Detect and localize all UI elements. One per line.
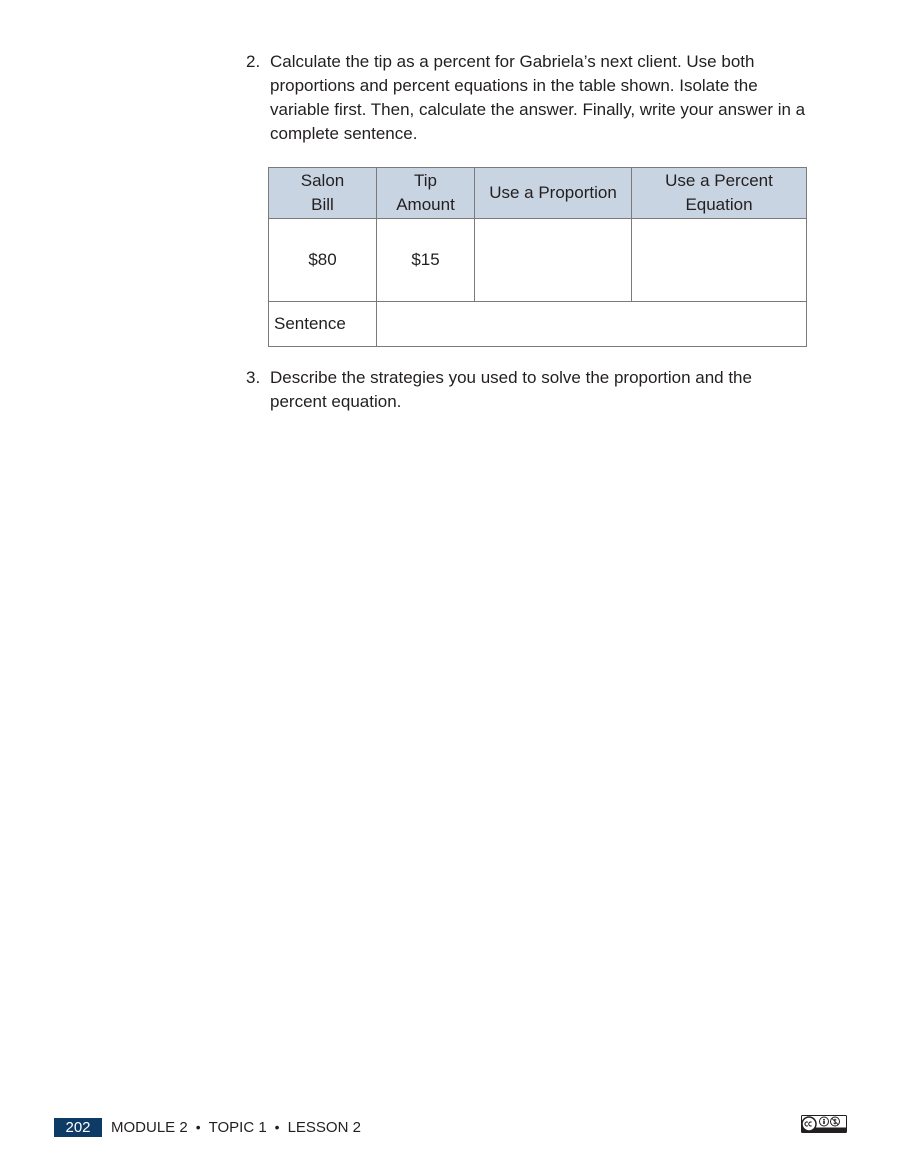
work-table — [268, 167, 807, 347]
footer-topic: TOPIC 1 — [208, 1118, 267, 1136]
footer-module: MODULE 2 — [111, 1118, 188, 1136]
sentence-label: Sentence — [269, 301, 377, 346]
table-sentence-row — [269, 301, 807, 346]
cell-use-percent-equation[interactable] — [632, 219, 807, 301]
cell-tip-amount: $15 — [377, 219, 475, 301]
question-3-text: Describe the strategies you used to solve the proportion and the percent equation. — [270, 368, 752, 411]
header-use-proportion-text: Use a Proportion — [489, 183, 617, 203]
cell-salon-bill: $80 — [269, 219, 377, 301]
sentence-answer-cell[interactable] — [377, 301, 807, 346]
table-row — [269, 219, 807, 301]
footer-separator-2: • — [274, 1119, 280, 1135]
page-footer — [54, 1117, 361, 1137]
creative-commons-by-nc-icon — [801, 1115, 847, 1133]
header-use-percent-equation — [632, 168, 807, 219]
header-use-percent-line2: Equation — [685, 195, 753, 215]
question-2-text: Calculate the tip as a percent for Gabriela’s next client. Use both proportions and percent equations in the table shown. Isolate the variable first. Then, calculate the answer. Finally, write your answer in a complete sentence. — [270, 52, 806, 143]
question-3 — [246, 366, 806, 414]
page-number: 202 — [54, 1118, 102, 1137]
question-2-number: 2. — [246, 52, 261, 71]
header-tip-amount-line1: Tip — [414, 171, 437, 191]
header-use-percent-line1: Use a Percent — [665, 171, 773, 191]
table-header-row — [269, 168, 807, 219]
footer-separator-1: • — [195, 1119, 201, 1135]
question-2 — [246, 50, 806, 146]
footer-lesson: LESSON 2 — [287, 1118, 361, 1136]
header-salon-bill-line1: Salon — [300, 171, 345, 191]
header-salon-bill — [269, 168, 377, 219]
header-use-proportion — [475, 168, 632, 219]
question-3-number: 3. — [246, 368, 261, 387]
header-tip-amount-line2: Amount — [396, 195, 455, 215]
header-salon-bill-line2: Bill — [311, 195, 334, 215]
cell-use-proportion[interactable] — [475, 219, 632, 301]
header-tip-amount — [377, 168, 475, 219]
